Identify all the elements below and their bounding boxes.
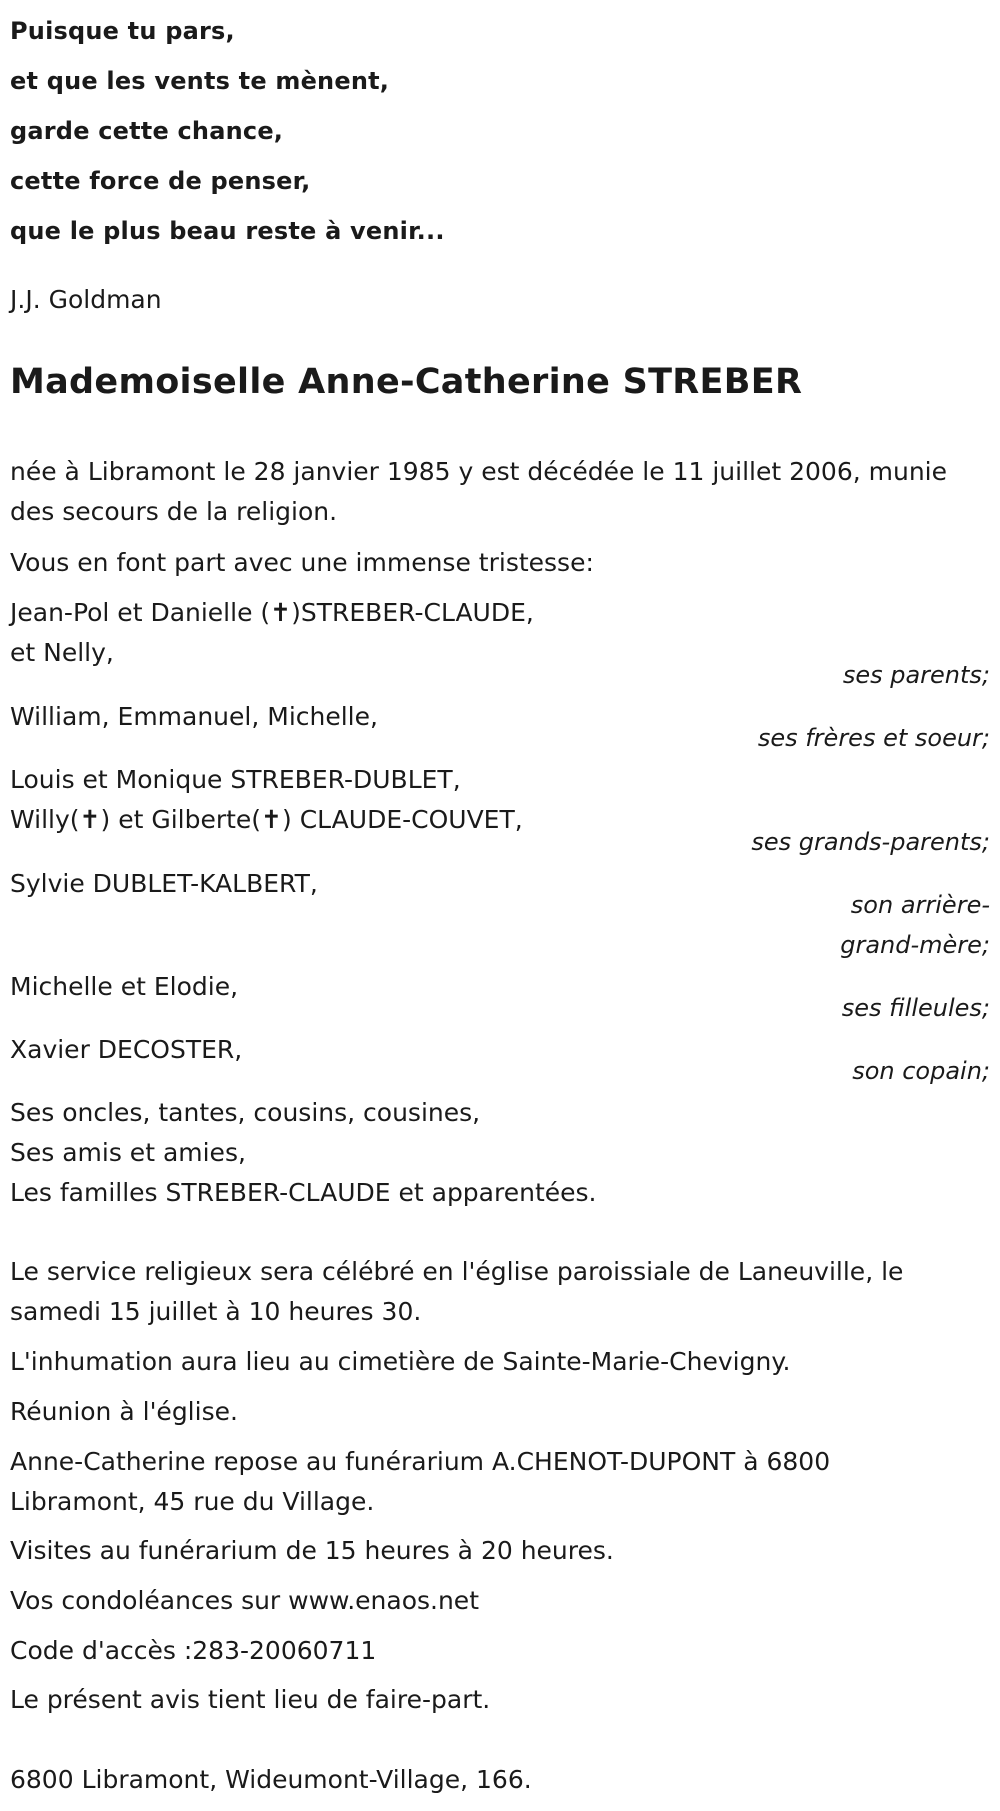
service-line-2: samedi 15 juillet à 10 heures 30. [10, 1297, 422, 1326]
rest-line-1: Anne-Catherine repose au funérarium A.CHENOT-DUPONT à 6800 [10, 1447, 831, 1476]
family-others-line-2: Ses amis et amies, [10, 1138, 246, 1167]
burial-info: L'inhumation aura lieu au cimetière de Sainte-Marie-Chevigny. [10, 1347, 791, 1376]
family-grandparents-2: Willy(✝) et Gilberte(✝) CLAUDE-COUVET, [10, 805, 523, 834]
family-siblings: William, Emmanuel, Michelle, [10, 702, 378, 731]
poem-line: garde cette chance, [10, 117, 284, 145]
intro-birth-line-2: des secours de la religion. [10, 497, 338, 526]
poem-line: cette force de penser, [10, 167, 311, 195]
notice-info: Le présent avis tient lieu de faire-part. [10, 1685, 491, 1714]
meeting-info: Réunion à l'église. [10, 1397, 238, 1426]
intro-birth-line-1: née à Libramont le 28 janvier 1985 y est décédée le 11 juillet 2006, munie [10, 457, 947, 486]
relation-parents: ses parents; [842, 661, 990, 689]
relation-row [10, 988, 990, 1028]
rest-info [10, 1442, 990, 1522]
poem [10, 6, 990, 256]
family-others-line-3: Les familles STREBER-CLAUDE et apparentées. [10, 1178, 597, 1207]
family-grandparents-1: Louis et Monique STREBER-DUBLET, [10, 765, 461, 794]
poem-line: et que les vents te mènent, [10, 67, 390, 95]
rest-line-2: Libramont, 45 rue du Village. [10, 1487, 375, 1516]
family-others [10, 1093, 990, 1213]
service-line-1: Le service religieux sera célébré en l'église paroissiale de Laneuville, le [10, 1257, 904, 1286]
relation-row [10, 1051, 990, 1091]
relation-grandparents: ses grands-parents; [751, 828, 990, 856]
relation-row [10, 925, 990, 965]
relation-great-grandmother-2: grand-mère; [840, 931, 990, 959]
relation-row [10, 885, 990, 925]
relation-row [10, 718, 990, 758]
poem-line: que le plus beau reste à venir... [10, 217, 445, 245]
relation-goddaughters: ses filleules; [841, 994, 990, 1022]
address: 6800 Libramont, Wideumont-Village, 166. [10, 1765, 532, 1794]
family-boyfriend: Xavier DECOSTER, [10, 1035, 243, 1064]
service-info [10, 1252, 990, 1332]
visits-info: Visites au funérarium de 15 heures à 20 heures. [10, 1536, 614, 1565]
relation-great-grandmother-1: son arrière- [850, 891, 990, 919]
intro-sorrow: Vous en font part avec une immense tristesse: [10, 548, 594, 577]
poem-author: J.J. Goldman [10, 285, 162, 314]
family-great-grandmother: Sylvie DUBLET-KALBERT, [10, 869, 318, 898]
family-parents-2: et Nelly, [10, 638, 114, 667]
relation-boyfriend: son copain; [852, 1057, 990, 1085]
relation-row [10, 655, 990, 695]
poem-line: Puisque tu pars, [10, 17, 235, 45]
family-others-line-1: Ses oncles, tantes, cousins, cousines, [10, 1098, 481, 1127]
deceased-name: Mademoiselle Anne-Catherine STREBER [10, 362, 803, 402]
condolences-info: Vos condoléances sur www.enaos.net [10, 1586, 479, 1615]
family-parents-1: Jean-Pol et Danielle (✝)STREBER-CLAUDE, [10, 598, 534, 627]
intro-birth [10, 452, 990, 532]
relation-row [10, 822, 990, 862]
relation-siblings: ses frères et soeur; [757, 724, 990, 752]
family-goddaughters: Michelle et Elodie, [10, 972, 239, 1001]
access-code: Code d'accès :283-20060711 [10, 1636, 377, 1665]
